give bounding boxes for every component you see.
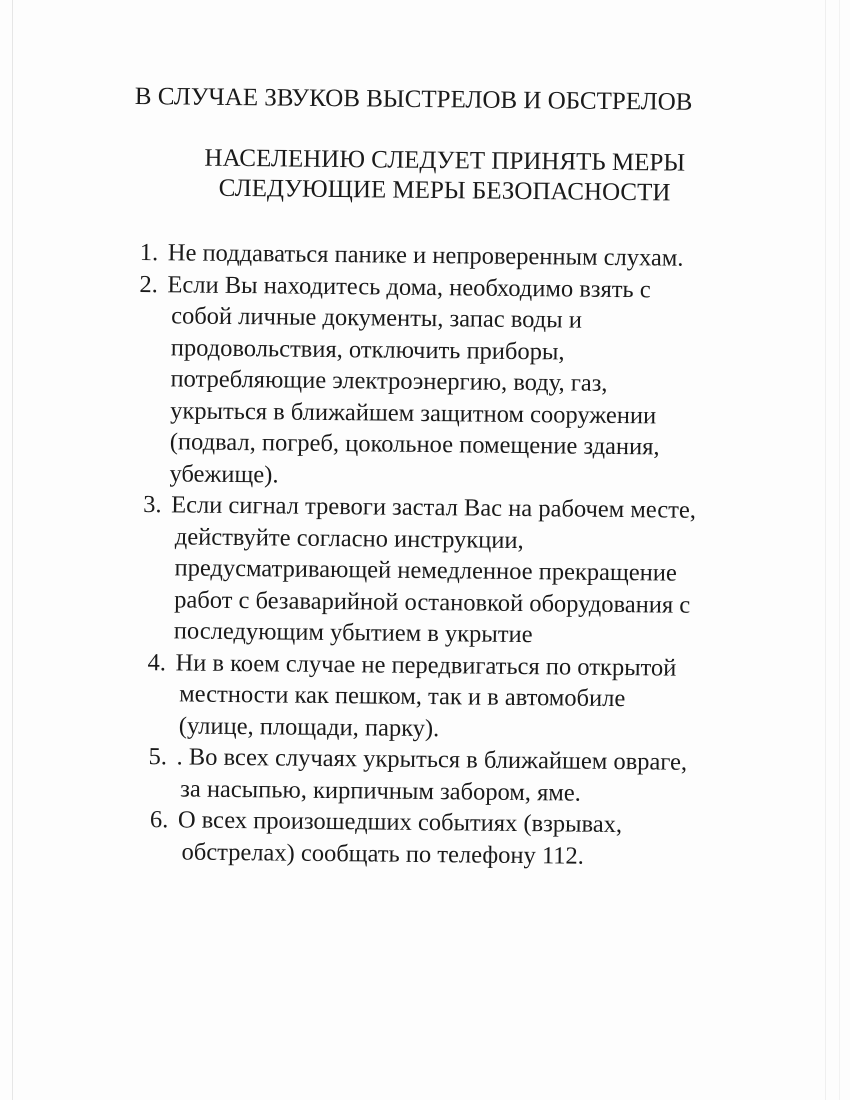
item-number: 5. (148, 743, 168, 771)
item-text-line: укрыться в ближайшем защитном сооружении (170, 396, 657, 429)
item-text-line: собой личные документы, запас воды и (171, 302, 583, 334)
scan-artifact-line (839, 0, 840, 1100)
item-text-line: . Во всех случаях укрыться в ближайшем овраге, (176, 743, 688, 776)
scan-artifact-line (825, 0, 826, 1100)
list-item (137, 268, 799, 495)
scan-artifact-line (12, 0, 13, 1100)
item-text-line: последующим убытием в укрытие (173, 617, 533, 649)
item-number: 6. (149, 806, 169, 834)
list-item (142, 489, 798, 653)
item-text-line: обстрелах) сообщать по телефону 112. (181, 837, 585, 870)
item-text-line: потребляющие электроэнергию, воду, газ, (170, 365, 608, 397)
page-subtitle (149, 143, 740, 209)
item-text-line: Если сигнал тревоги застал Вас на рабочем месте, (171, 491, 697, 524)
item-text-line: О всех произошедших событиях (взрывах, (177, 806, 623, 839)
item-text-line: продовольствия, отключить приборы, (170, 333, 565, 365)
item-text-line: Если Вы находитесь дома, необходимо взять с (167, 270, 651, 303)
item-number: 4. (147, 648, 167, 676)
subtitle-line: НАСЕЛЕНИЮ СЛЕДУЕТ ПРИНЯТЬ МЕРЫ (204, 144, 686, 177)
item-text-line: Не поддаваться панике и непроверенным слухам. (167, 239, 684, 272)
item-number: 2. (139, 270, 159, 298)
item-text-line: за насыпью, кирпичным забором, яме. (180, 774, 582, 807)
item-text-line: Ни в коем случае не передвигаться по открытой (175, 648, 677, 682)
list-item (149, 804, 794, 874)
item-text-line: (улице, площади, парку). (178, 711, 440, 742)
item-text-line: местности как пешком, так и в автомобиле (179, 680, 626, 713)
item-text-line: убежище). (169, 459, 279, 488)
item-number: 3. (143, 491, 162, 519)
item-number: 1. (139, 238, 159, 267)
item-text-line: (подвал, погреб, цокольное помещение здания, (169, 428, 660, 461)
list-item (148, 741, 795, 811)
list-item (147, 647, 796, 748)
item-text-line: предусматривающей немедленное прекращение (174, 554, 677, 587)
item-text-line: действуйте согласно инструкции, (174, 522, 524, 554)
item-text-line: работ с безаварийной остановкой оборудования с (174, 585, 691, 619)
safety-measures-list (133, 237, 800, 874)
page-title: В СЛУЧАЕ ЗВУКОВ ВЫСТРЕЛОВ И ОБСТРЕЛОВ (134, 82, 693, 116)
subtitle-line: СЛЕДУЮЩИЕ МЕРЫ БЕЗОПАСНОСТИ (218, 174, 671, 207)
